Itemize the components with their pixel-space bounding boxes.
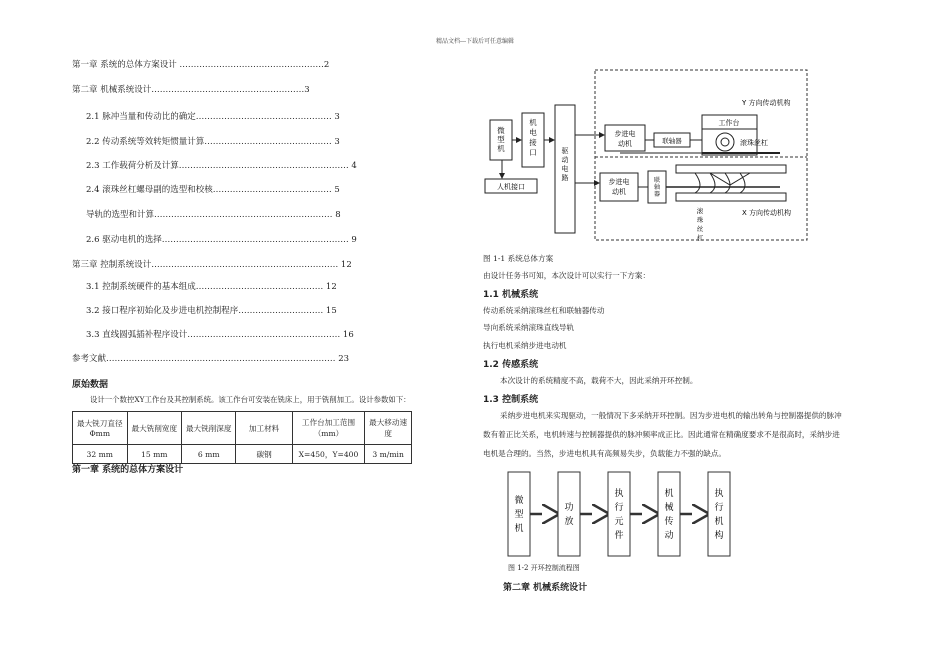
system-scheme-diagram [480,65,810,245]
toc-entry[interactable]: 3.1 控制系统硬件的基本组成……………………………………… 12 [86,282,337,292]
s11-line: 执行电机采纳步进电动机 [483,341,567,350]
table-cell: X=450，Y=400 [292,445,364,464]
toc-entry[interactable]: 3.3 直线圆弧插补程序设计……………………………………………… 16 [86,330,354,340]
s13-line: 采纳步进电机来实现驱动，一般情况下多采纳开环控制。因为步进电机的输出转角与控制器提供的脉冲 [500,411,842,420]
figure-1-2-caption: 图 1-2 开环控制流程图 [508,564,580,572]
label-ballscrew-x: 滚珠丝杠 [696,207,704,242]
figure-1-1-caption: 图 1-1 系统总体方案 [483,254,554,263]
flow-box-label: 微型机 [514,496,524,534]
label-ballscrew-y: 滚珠丝杠 [740,139,768,147]
section-1-2-heading: 1.2 传感系统 [483,360,539,370]
parameters-table [72,411,412,464]
label-y-mech: Y 方向传动机构 [742,99,791,107]
s12-text: 本次设计的系统精度不高，载荷不大，因此采纳开环控制。 [500,376,698,385]
flow-box [658,472,680,556]
flow-box-label: 执行元件 [614,489,624,541]
table-header-cell: 最大铣刀直径Φmm [73,412,128,445]
toc-entry[interactable]: 第二章 机械系统设计………………………………………………3 [72,85,310,95]
label-stepper2: 步进电动机 [608,178,630,196]
flow-box [708,472,730,556]
label-microcomputer: 微型机 [497,126,505,153]
toc-entry[interactable]: 3.2 接口程序初始化及步进电机控制程序………………………… 15 [86,306,337,316]
label-drive: 驱动电路 [561,147,569,182]
label-interface: 机电接口 [529,118,537,157]
page-header: 精品文档---下载后可任意编辑 [435,38,515,45]
flow-box-label: 执行机构 [714,489,724,541]
table-cell: 6 mm [182,445,236,464]
s13-line: 数有着正比关系，电机转速与控制器提供的脉冲频率成正比。因此通常在精确度要求不是很高时，采纳步进 [483,430,840,439]
s13-line: 电机是合理的。当然，步进电机具有高频易失步，负载能力不强的缺点。 [483,449,726,458]
section-1-3-heading: 1.3 控制系统 [483,395,539,405]
open-loop-flow-diagram [500,470,740,562]
section-1-1-heading: 1.1 机械系统 [483,290,539,300]
toc-entry[interactable]: 2.1 脉冲当量和传动比的确定………………………………………… 3 [86,112,340,122]
toc-entry[interactable]: 参考文献……………………………………………………………………… 23 [72,354,350,364]
table-cell: 15 mm [127,445,181,464]
toc-entry[interactable]: 2.4 滚珠丝杠螺母副的选型和校核…………………………………… 5 [86,185,340,195]
table-header-row [73,412,412,445]
label-hmi: 人机接口 [497,183,525,191]
label-coupling: 联轴器 [662,137,682,145]
flow-box-label: 机械传动 [664,489,674,541]
label-table: 工作台 [718,119,740,127]
table-header-cell: 最大铣削宽度 [127,412,181,445]
table-header-cell: 最大移动速度 [365,412,412,445]
chapter1-heading: 第一章 系统的总体方案设计 [72,465,184,475]
right-intro: 由设计任务书可知，本次设计可以实行一下方案： [483,271,651,280]
table-cell: 碳钢 [236,445,292,464]
toc-entry[interactable]: 2.2 传动系统等效转矩惯量计算……………………………………… 3 [86,137,340,147]
label-x-mech: X 方向传动机构 [742,209,792,217]
s11-line: 传动系统采纳滚珠丝杠和联轴器传动 [483,306,605,315]
chapter2-heading: 第二章 机械系统设计 [503,583,588,593]
table-row [73,445,412,464]
table-cell: 3 m/min [365,445,412,464]
original-data-intro: 设计一个数控XY工作台及其控制系统。该工作台可安装在铣床上，用于铣削加工。设计参数如下： [90,395,411,404]
toc-entry[interactable]: 第三章 控制系统设计………………………………………………………… 12 [72,260,352,270]
flow-box [608,472,630,556]
toc-entry[interactable]: 导轨的选型和计算……………………………………………………… 8 [86,210,341,220]
flow-box [558,472,580,556]
toc-entry[interactable]: 第一章 系统的总体方案设计 ……………………………………………2 [72,60,330,70]
label-coupling2: 联轴器 [653,177,661,198]
toc-entry[interactable]: 2.6 驱动电机的选择………………………………………………………… 9 [86,235,357,245]
original-data-title: 原始数据 [72,380,109,390]
table-header-cell: 加工材料 [236,412,292,445]
table-header-cell: 最大铣削深度 [182,412,236,445]
table-header-cell: 工作台加工范围（mm） [292,412,364,445]
flow-box-label: 功放 [564,503,574,527]
toc-entry[interactable]: 2.3 工作载荷分析及计算…………………………………………………… 4 [86,161,357,171]
s11-line: 导向系统采纳滚珠直线导轨 [483,323,575,332]
table-cell: 32 mm [73,445,128,464]
label-stepper1: 步进电动机 [614,130,636,148]
